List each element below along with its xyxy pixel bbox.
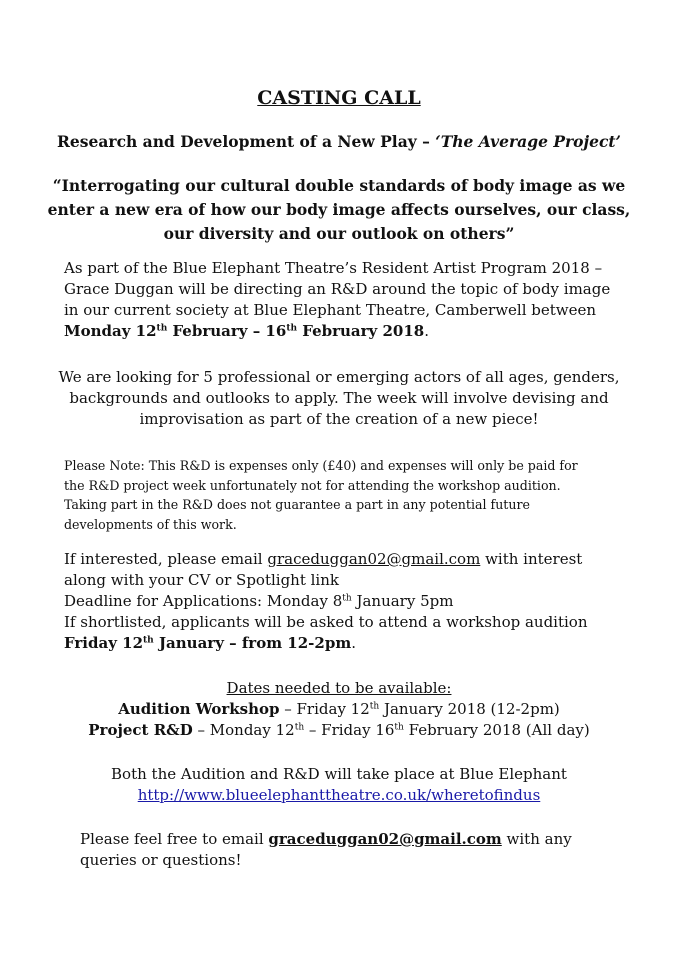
closing-text: Please feel free to email bbox=[80, 830, 269, 848]
intro-line-1: As part of the Blue Elephant Theatre’s Resident Artist Program 2018 – bbox=[64, 259, 603, 277]
looking-line-2: backgrounds and outlooks to apply. The week will involve devising and bbox=[69, 389, 609, 407]
looking-line-1: We are looking for 5 professional or emerging actors of all ages, genders, bbox=[58, 368, 620, 386]
closing-email-link[interactable]: graceduggan02@gmail.com bbox=[268, 830, 502, 848]
ordinal-suffix: th bbox=[143, 635, 154, 646]
ordinal-suffix: th bbox=[394, 722, 404, 733]
audition-text: – Friday 12 bbox=[279, 700, 370, 718]
intro-period: . bbox=[424, 322, 429, 340]
workshop-date bbox=[64, 634, 351, 652]
venue-info bbox=[0, 764, 678, 806]
apply-line-2: along with your CV or Spotlight link bbox=[64, 571, 339, 589]
looking-line-3: improvisation as part of the creation of a new piece! bbox=[139, 410, 539, 428]
intro-line-2: Grace Duggan will be directing an R&D around the topic of body image bbox=[64, 280, 611, 298]
dates-heading: Dates needed to be available: bbox=[226, 679, 452, 697]
play-title: ‘The Average Project’ bbox=[435, 132, 621, 151]
apply-email-link[interactable]: graceduggan02@gmail.com bbox=[267, 550, 481, 568]
ordinal-suffix: th bbox=[369, 701, 380, 712]
expenses-note bbox=[64, 456, 644, 534]
shortlist-line: If shortlisted, applicants will be asked to attend a workshop audition bbox=[64, 613, 588, 631]
project-rnd-date bbox=[0, 720, 678, 741]
apply-line-1 bbox=[64, 549, 644, 570]
workshop-date-text: Friday 12 bbox=[64, 634, 144, 652]
rnd-date-start: Monday 12 bbox=[64, 322, 157, 340]
subtitle-prefix: Research and Development of a New Play – bbox=[57, 132, 436, 151]
intro-paragraph bbox=[64, 258, 624, 342]
subtitle bbox=[0, 131, 678, 153]
workshop-date-line bbox=[64, 633, 644, 654]
rnd-date-mid: February – 16 bbox=[167, 322, 287, 340]
closing-text: with any bbox=[501, 830, 572, 848]
project-label: Project R&D bbox=[88, 721, 193, 739]
note-line-4: developments of this work. bbox=[64, 516, 237, 532]
deadline-text: January 5pm bbox=[351, 592, 454, 610]
intro-line-3: in our current society at Blue Elephant Theatre, Camberwell between bbox=[64, 301, 597, 319]
note-line-2: the R&D project week unfortunately not for attending the workshop audition. bbox=[64, 477, 561, 493]
venue-url-link[interactable]: http://www.blueelephanttheatre.co.uk/wheretofindus bbox=[137, 786, 541, 804]
ordinal-suffix: th bbox=[286, 323, 298, 334]
apply-text: If interested, please email bbox=[64, 550, 268, 568]
closing-line-1 bbox=[80, 829, 640, 850]
apply-text: with interest bbox=[480, 550, 583, 568]
project-text: – Friday 16 bbox=[304, 721, 395, 739]
rnd-dates bbox=[64, 322, 424, 340]
audition-text: January 2018 (12-2pm) bbox=[379, 700, 560, 718]
deadline-text: Deadline for Applications: Monday 8 bbox=[64, 592, 343, 610]
quote-line-2: enter a new era of how our body image affects ourselves, our class, bbox=[47, 200, 631, 219]
quote-line-1: “Interrogating our cultural double standards of body image as we bbox=[52, 176, 626, 195]
project-text: – Monday 12 bbox=[192, 721, 295, 739]
application-info bbox=[64, 549, 644, 654]
audition-label: Audition Workshop bbox=[118, 700, 280, 718]
workshop-period: . bbox=[351, 634, 356, 652]
ordinal-suffix: th bbox=[294, 722, 305, 733]
note-line-3: Taking part in the R&D does not guarantee a part in any potential future bbox=[64, 497, 530, 512]
project-text: February 2018 (All day) bbox=[403, 721, 590, 739]
rnd-date-end: February 2018 bbox=[297, 322, 425, 340]
audition-workshop-date bbox=[0, 699, 678, 720]
page-title: CASTING CALL bbox=[257, 87, 421, 109]
note-line-1: Please Note: This R&D is expenses only (£40) and expenses will only be paid for bbox=[64, 458, 578, 473]
venue-line: Both the Audition and R&D will take place at Blue Elephant bbox=[111, 765, 567, 783]
looking-for-paragraph bbox=[0, 367, 678, 430]
ordinal-suffix: th bbox=[342, 593, 352, 604]
deadline-line bbox=[64, 591, 644, 612]
workshop-date-text: January – from 12-2pm bbox=[153, 634, 352, 652]
intro-dates bbox=[64, 321, 624, 342]
tagline-quote bbox=[0, 174, 678, 246]
closing-line-2: queries or questions! bbox=[80, 851, 242, 869]
availability-dates bbox=[0, 678, 678, 741]
ordinal-suffix: th bbox=[156, 323, 168, 334]
closing-paragraph bbox=[80, 829, 640, 871]
quote-line-3: our diversity and our outlook on others” bbox=[163, 224, 515, 243]
